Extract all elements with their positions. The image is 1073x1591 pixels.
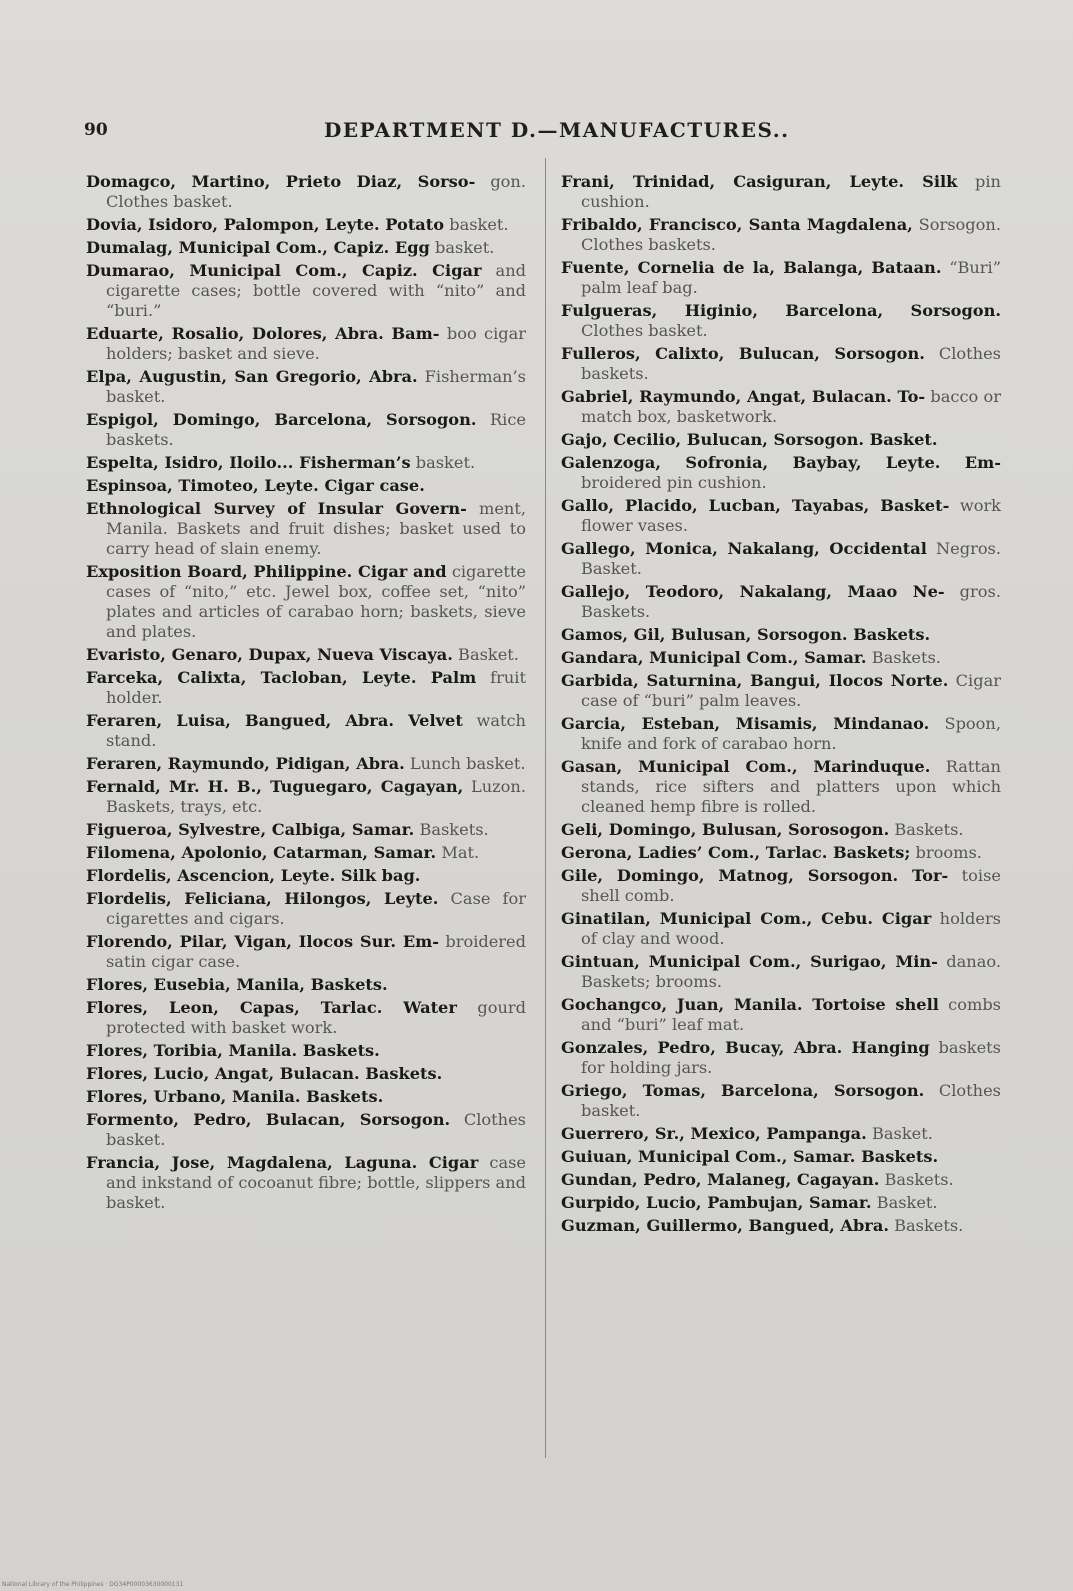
exhibit-description: danao. Baskets; brooms. bbox=[581, 952, 1001, 991]
list-item bbox=[86, 645, 526, 665]
list-item bbox=[561, 539, 1001, 579]
exhibitor-name: Flordelis, Feliciana, Hilongos, Leyte. bbox=[86, 889, 439, 908]
exhibitor-name: Fribaldo, Francisco, Santa Magdalena, bbox=[561, 215, 913, 234]
exhibit-description: Baskets. bbox=[894, 1216, 964, 1235]
exhibitor-name: Gallego, Monica, Nakalang, Occidental bbox=[561, 539, 927, 558]
list-item bbox=[86, 410, 526, 450]
exhibitor-name: Gasan, Municipal Com., Marinduque. bbox=[561, 757, 931, 776]
exhibit-description: toise shell comb. bbox=[581, 866, 1001, 905]
exhibitor-name: Dovia, Isidoro, Palompon, Leyte. Potato bbox=[86, 215, 445, 234]
exhibit-description: Basket. bbox=[458, 645, 519, 664]
exhibit-description: Sorsogon. Clothes baskets. bbox=[581, 215, 1001, 254]
exhibitor-name: Gajo, Cecilio, Bulucan, Sorsogon. Basket. bbox=[561, 430, 938, 449]
list-item bbox=[561, 952, 1001, 992]
exhibitor-name: Griego, Tomas, Barcelona, Sorsogon. bbox=[561, 1081, 925, 1100]
list-item bbox=[86, 1087, 526, 1107]
list-item bbox=[561, 430, 1001, 450]
exhibit-description: cigarette cases of “nito,” etc. Jewel box, coffee set, “nito” plates and articles of carabao horn; baskets, sieve and plates. bbox=[106, 562, 526, 641]
exhibitor-name: Gundan, Pedro, Malaneg, Cagayan. bbox=[561, 1170, 880, 1189]
exhibitor-name: Frani, Trinidad, Casiguran, Leyte. Silk bbox=[561, 172, 958, 191]
list-item bbox=[86, 843, 526, 863]
exhibit-description: ment, Manila. Baskets and fruit dishes; basket used to carry head of slain enemy. bbox=[106, 499, 526, 558]
list-item bbox=[86, 261, 526, 321]
exhibit-description: basket. bbox=[415, 453, 476, 472]
exhibitor-name: Espinsoa, Timoteo, Leyte. Cigar case. bbox=[86, 476, 425, 495]
list-item bbox=[86, 367, 526, 407]
list-item bbox=[561, 995, 1001, 1035]
exhibitor-name: Dumalag, Municipal Com., Capiz. Egg bbox=[86, 238, 430, 257]
list-item bbox=[561, 648, 1001, 668]
list-item bbox=[561, 215, 1001, 255]
exhibitor-name: Exposition Board, Philippine. Cigar and bbox=[86, 562, 447, 581]
exhibit-description: pin cushion. bbox=[581, 172, 1001, 211]
footer-credit: National Library of the Philippines · DG34P00003630000131 bbox=[2, 1581, 184, 1588]
list-item bbox=[561, 1124, 1001, 1144]
column-divider bbox=[545, 158, 546, 1458]
exhibit-description: Luzon. Baskets, trays, etc. bbox=[106, 777, 526, 816]
list-item bbox=[561, 866, 1001, 906]
exhibitor-name: Flores, Leon, Capas, Tarlac. Water bbox=[86, 998, 457, 1017]
list-item bbox=[561, 1193, 1001, 1213]
list-item bbox=[86, 172, 526, 212]
exhibitor-name: Formento, Pedro, Bulacan, Sorsogon. bbox=[86, 1110, 451, 1129]
list-item bbox=[561, 453, 1001, 493]
exhibitor-name: Evaristo, Genaro, Dupax, Nueva Viscaya. bbox=[86, 645, 453, 664]
exhibit-description: brooms. bbox=[915, 843, 982, 862]
exhibitor-name: Guerrero, Sr., Mexico, Pampanga. bbox=[561, 1124, 867, 1143]
list-item bbox=[561, 671, 1001, 711]
list-item bbox=[561, 1147, 1001, 1167]
exhibitor-name: Flores, Toribia, Manila. Baskets. bbox=[86, 1041, 380, 1060]
list-item bbox=[561, 1216, 1001, 1236]
list-item bbox=[86, 889, 526, 929]
exhibitor-name: Guzman, Guillermo, Bangued, Abra. bbox=[561, 1216, 889, 1235]
exhibit-description: Rattan stands, rice sifters and platters upon which cleaned hemp fibre is rolled. bbox=[581, 757, 1001, 816]
running-head-title: DEPARTMENT D.—MANUFACTURES.. bbox=[324, 118, 790, 142]
exhibit-description: Negros. Basket. bbox=[581, 539, 1002, 578]
exhibitor-name: Feraren, Raymundo, Pidigan, Abra. bbox=[86, 754, 405, 773]
exhibit-description: broidered pin cushion. bbox=[581, 473, 767, 492]
exhibitor-name: Gochangco, Juan, Manila. Tortoise shell bbox=[561, 995, 939, 1014]
list-item bbox=[86, 668, 526, 708]
list-item bbox=[86, 215, 526, 235]
exhibitor-name: Espelta, Isidro, Iloilo... Fisherman’s bbox=[86, 453, 411, 472]
exhibit-description: Rice baskets. bbox=[106, 410, 526, 449]
exhibit-description: and cigarette cases; bottle covered with “nito” and “buri.” bbox=[106, 261, 526, 320]
list-item bbox=[86, 499, 526, 559]
exhibitor-name: Gerona, Ladies’ Com., Tarlac. Baskets; bbox=[561, 843, 911, 862]
list-item bbox=[561, 172, 1001, 212]
exhibit-description: Clothes basket. bbox=[106, 1110, 526, 1149]
exhibit-description: Lunch basket. bbox=[409, 754, 526, 773]
exhibit-description: broidered satin cigar case. bbox=[106, 932, 526, 971]
exhibit-description: Baskets. bbox=[871, 648, 941, 667]
exhibitor-name: Galenzoga, Sofronia, Baybay, Leyte. Em- bbox=[561, 453, 1001, 472]
exhibitor-name: Espigol, Domingo, Barcelona, Sorsogon. bbox=[86, 410, 477, 429]
exhibit-description: case and inkstand of cocoanut fibre; bottle, slippers and basket. bbox=[106, 1153, 526, 1212]
exhibit-description: holders of clay and wood. bbox=[581, 909, 1001, 948]
list-item bbox=[86, 975, 526, 995]
exhibitor-name: Farceka, Calixta, Tacloban, Leyte. Palm bbox=[86, 668, 477, 687]
exhibit-description: Mat. bbox=[441, 843, 480, 862]
left-column bbox=[86, 172, 526, 1216]
list-item bbox=[561, 582, 1001, 622]
exhibitor-name: Gandara, Municipal Com., Samar. bbox=[561, 648, 867, 667]
exhibit-description: work flower vases. bbox=[581, 496, 1001, 535]
list-item bbox=[86, 476, 526, 496]
list-item bbox=[561, 843, 1001, 863]
exhibitor-name: Fulgueras, Higinio, Barcelona, Sorsogon. bbox=[561, 301, 1001, 320]
list-item bbox=[561, 1038, 1001, 1078]
exhibit-description: Clothes basket. bbox=[581, 321, 708, 340]
exhibitor-name: Garbida, Saturnina, Bangui, Ilocos Norte. bbox=[561, 671, 949, 690]
exhibitor-name: Gintuan, Municipal Com., Surigao, Min- bbox=[561, 952, 938, 971]
exhibit-description: Basket. bbox=[871, 1124, 933, 1143]
list-item bbox=[561, 1081, 1001, 1121]
exhibitor-name: Feraren, Luisa, Bangued, Abra. Velvet bbox=[86, 711, 463, 730]
list-item bbox=[86, 1110, 526, 1150]
list-item bbox=[561, 757, 1001, 817]
list-item bbox=[86, 1041, 526, 1061]
list-item bbox=[86, 453, 526, 473]
list-item bbox=[86, 562, 526, 642]
exhibit-description: Baskets. bbox=[419, 820, 489, 839]
exhibitor-name: Flores, Lucio, Angat, Bulacan. Baskets. bbox=[86, 1064, 443, 1083]
list-item bbox=[561, 496, 1001, 536]
list-item bbox=[86, 324, 526, 364]
exhibit-description: Spoon, knife and fork of carabao horn. bbox=[581, 714, 1001, 753]
exhibit-description: combs and “buri” leaf mat. bbox=[581, 995, 1001, 1034]
exhibitor-name: Gile, Domingo, Matnog, Sorsogon. Tor- bbox=[561, 866, 949, 885]
list-item bbox=[86, 1064, 526, 1084]
list-item bbox=[86, 754, 526, 774]
exhibit-description: Fisherman’s basket. bbox=[106, 367, 526, 406]
list-item bbox=[561, 820, 1001, 840]
exhibitor-name: Figueroa, Sylvestre, Calbiga, Samar. bbox=[86, 820, 415, 839]
exhibitor-name: Filomena, Apolonio, Catarman, Samar. bbox=[86, 843, 437, 862]
exhibitor-name: Gallejo, Teodoro, Nakalang, Maao Ne- bbox=[561, 582, 945, 601]
exhibit-description: bacco or match box, basketwork. bbox=[581, 387, 1001, 426]
exhibitor-name: Gonzales, Pedro, Bucay, Abra. Hanging bbox=[561, 1038, 930, 1057]
exhibit-description: “Buri” palm leaf bag. bbox=[581, 258, 1001, 297]
exhibitor-name: Flores, Eusebia, Manila, Baskets. bbox=[86, 975, 388, 994]
exhibitor-name: Gallo, Placido, Lucban, Tayabas, Basket- bbox=[561, 496, 950, 515]
exhibitor-name: Flores, Urbano, Manila. Baskets. bbox=[86, 1087, 384, 1106]
exhibitor-name: Dumarao, Municipal Com., Capiz. Cigar bbox=[86, 261, 482, 280]
exhibitor-name: Florendo, Pilar, Vigan, Ilocos Sur. Em- bbox=[86, 932, 440, 951]
exhibitor-name: Geli, Domingo, Bulusan, Sorosogon. bbox=[561, 820, 890, 839]
exhibitor-name: Fulleros, Calixto, Bulucan, Sorsogon. bbox=[561, 344, 925, 363]
list-item bbox=[86, 711, 526, 751]
exhibit-description: basket. bbox=[435, 238, 495, 257]
exhibit-description: gon. Clothes basket. bbox=[106, 172, 526, 211]
exhibit-description: baskets for holding jars. bbox=[581, 1038, 1001, 1077]
list-item bbox=[561, 625, 1001, 645]
exhibitor-name: Gamos, Gil, Bulusan, Sorsogon. Baskets. bbox=[561, 625, 931, 644]
exhibit-description: Clothes baskets. bbox=[581, 344, 1001, 383]
list-item bbox=[86, 777, 526, 817]
list-item bbox=[86, 932, 526, 972]
list-item bbox=[86, 1153, 526, 1213]
list-item bbox=[561, 258, 1001, 298]
right-column bbox=[561, 172, 1001, 1239]
exhibitor-name: Fuente, Cornelia de la, Balanga, Bataan. bbox=[561, 258, 942, 277]
exhibit-description: fruit holder. bbox=[106, 668, 526, 707]
exhibitor-name: Flordelis, Ascencion, Leyte. Silk bag. bbox=[86, 866, 421, 885]
exhibitor-name: Garcia, Esteban, Misamis, Mindanao. bbox=[561, 714, 930, 733]
list-item bbox=[561, 714, 1001, 754]
exhibit-description: Case for cigarettes and cigars. bbox=[106, 889, 527, 928]
exhibitor-name: Ginatilan, Municipal Com., Cebu. Cigar bbox=[561, 909, 932, 928]
exhibit-description: basket. bbox=[449, 215, 509, 234]
list-item bbox=[561, 344, 1001, 384]
exhibit-description: gros. Baskets. bbox=[581, 582, 1001, 621]
exhibit-description: Baskets. bbox=[894, 820, 964, 839]
list-item bbox=[561, 387, 1001, 427]
exhibitor-name: Ethnological Survey of Insular Govern- bbox=[86, 499, 467, 518]
exhibitor-name: Gabriel, Raymundo, Angat, Bulacan. To- bbox=[561, 387, 926, 406]
page-number: 90 bbox=[84, 120, 108, 140]
exhibit-description: watch stand. bbox=[106, 711, 526, 750]
exhibitor-name: Gurpido, Lucio, Pambujan, Samar. bbox=[561, 1193, 872, 1212]
exhibit-description: Basket. bbox=[876, 1193, 938, 1212]
exhibit-description: gourd protected with basket work. bbox=[106, 998, 527, 1037]
exhibit-description: Baskets. bbox=[884, 1170, 954, 1189]
exhibitor-name: Domagco, Martino, Prieto Diaz, Sorso- bbox=[86, 172, 476, 191]
exhibit-description: boo cigar holders; basket and sieve. bbox=[106, 324, 526, 363]
page-header bbox=[84, 118, 1004, 148]
exhibitor-name: Elpa, Augustin, San Gregorio, Abra. bbox=[86, 367, 418, 386]
exhibitor-name: Eduarte, Rosalio, Dolores, Abra. Bam- bbox=[86, 324, 440, 343]
list-item bbox=[86, 998, 526, 1038]
exhibitor-name: Fernald, Mr. H. B., Tuguegaro, Cagayan, bbox=[86, 777, 464, 796]
exhibit-description: Clothes basket. bbox=[581, 1081, 1001, 1120]
list-item bbox=[86, 238, 526, 258]
list-item bbox=[86, 820, 526, 840]
exhibit-description: Cigar case of “buri” palm leaves. bbox=[581, 671, 1001, 710]
exhibitor-name: Guiuan, Municipal Com., Samar. Baskets. bbox=[561, 1147, 939, 1166]
list-item bbox=[561, 909, 1001, 949]
list-item bbox=[561, 301, 1001, 341]
exhibitor-name: Francia, Jose, Magdalena, Laguna. Cigar bbox=[86, 1153, 479, 1172]
list-item bbox=[561, 1170, 1001, 1190]
list-item bbox=[86, 866, 526, 886]
